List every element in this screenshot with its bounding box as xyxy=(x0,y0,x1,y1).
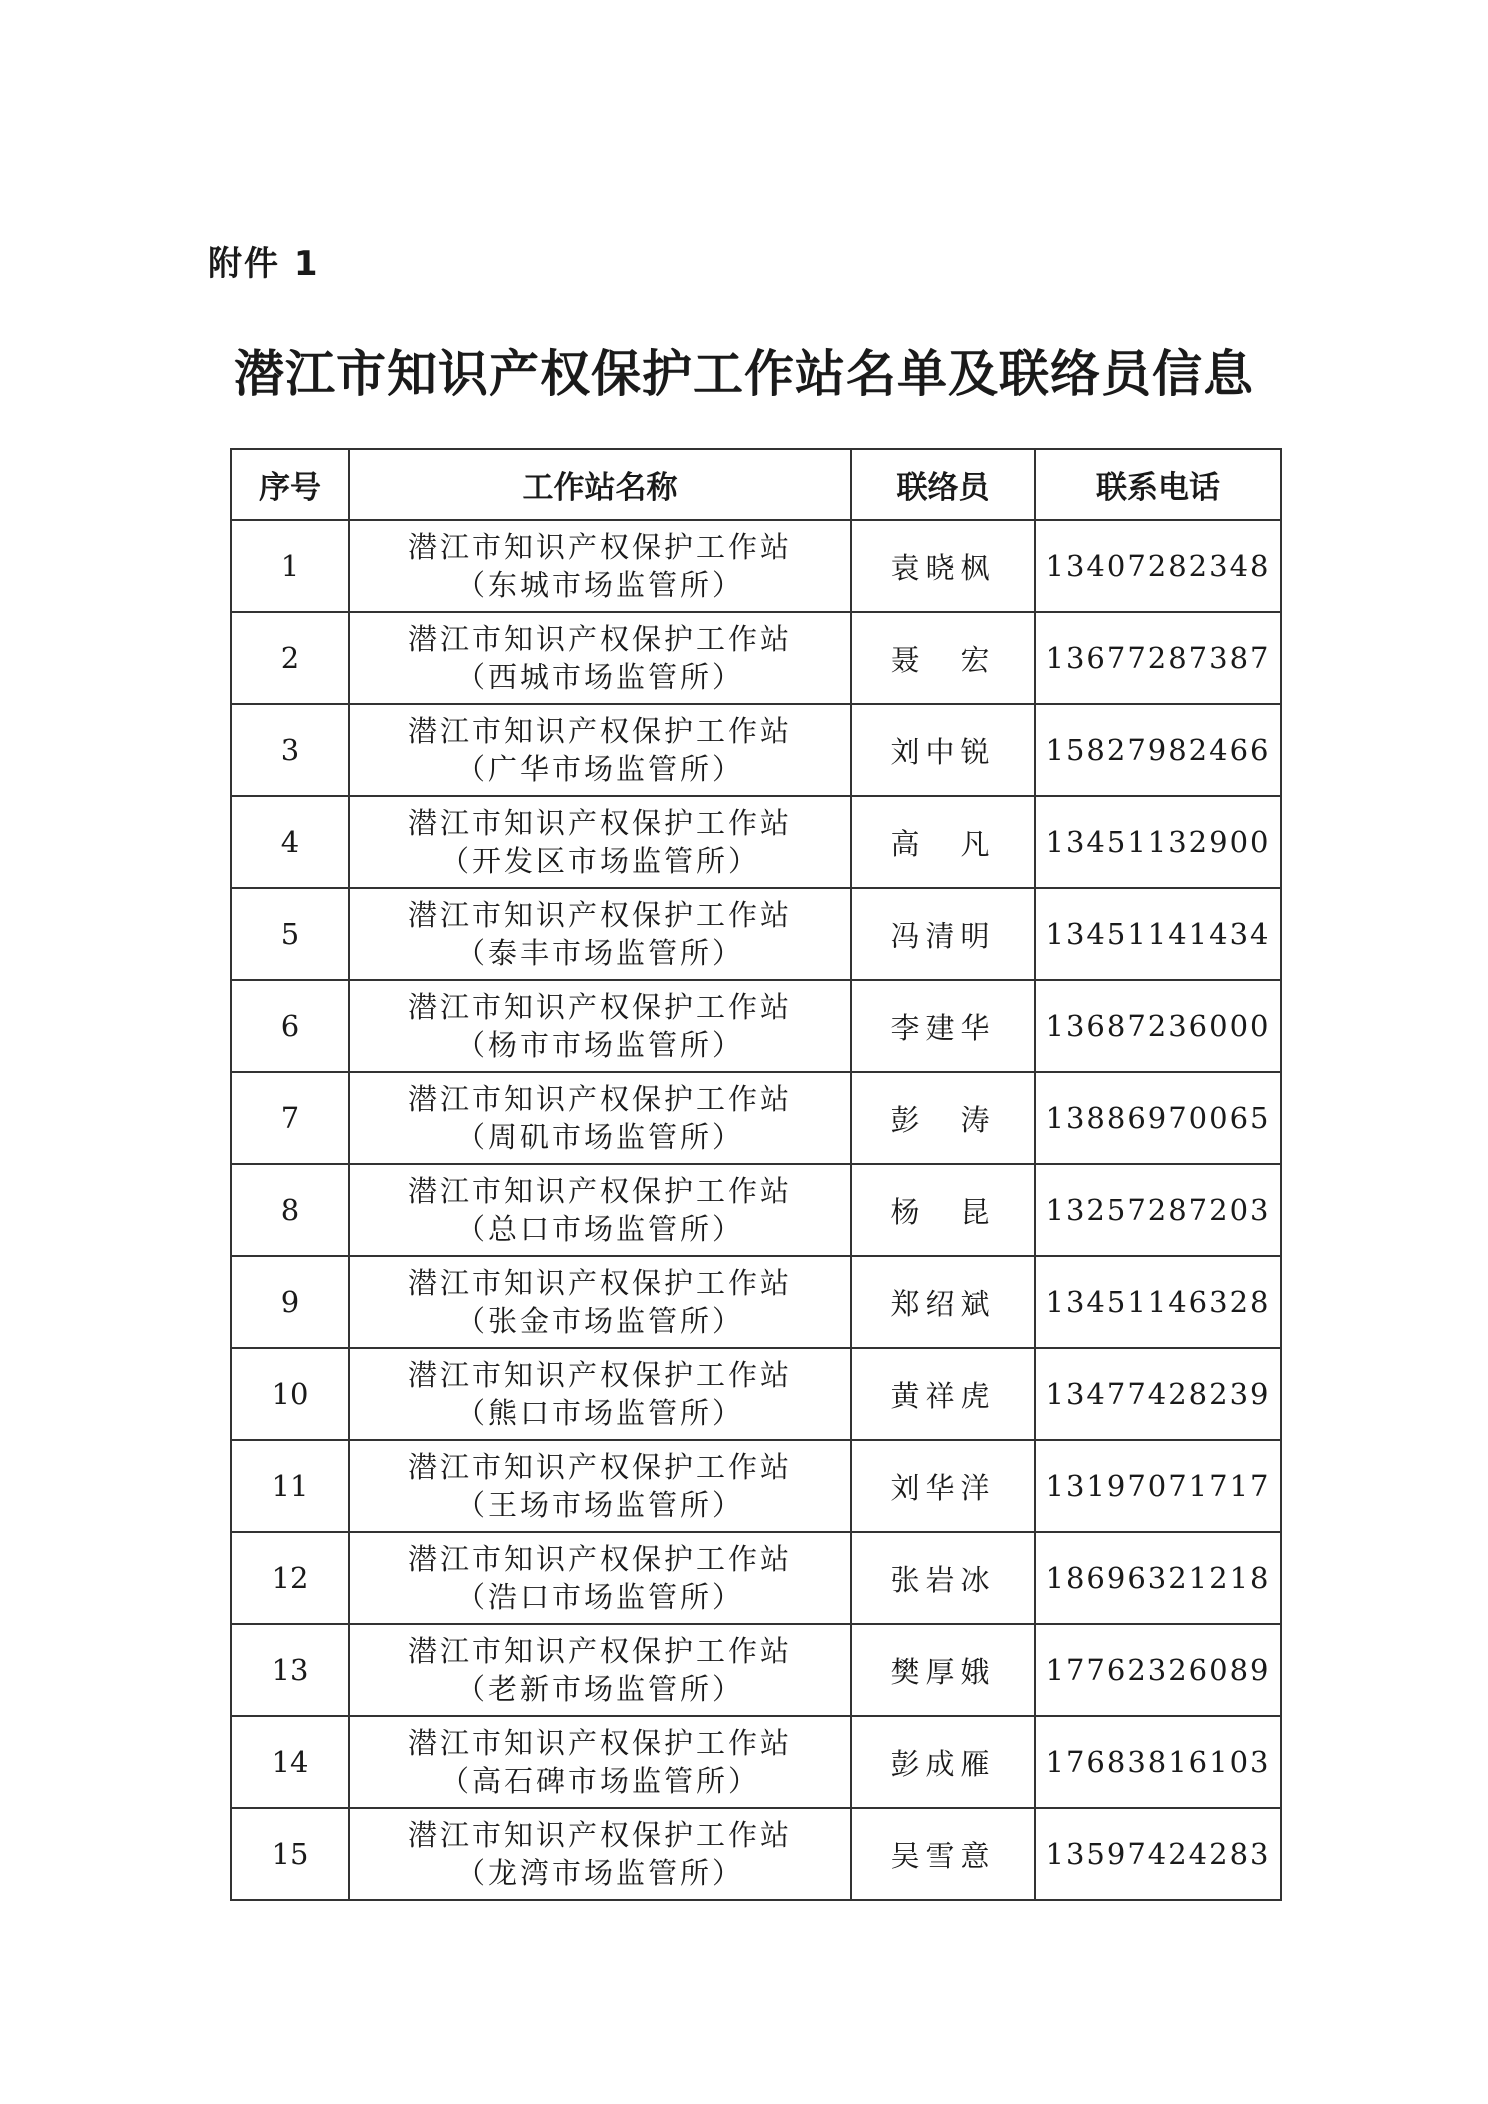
contact-phone: 18696321218 xyxy=(1035,1532,1281,1624)
row-number: 2 xyxy=(231,612,349,704)
contact-phone: 13451146328 xyxy=(1035,1256,1281,1348)
contact-person: 黄祥虎 xyxy=(851,1348,1035,1440)
station-office: （广华市场监管所） xyxy=(455,752,744,786)
station-name: 潜江市知识产权保护工作站 xyxy=(407,1358,792,1392)
station-name-cell xyxy=(349,1072,851,1164)
row-number: 8 xyxy=(231,1164,349,1256)
station-office: （浩口市场监管所） xyxy=(455,1580,744,1614)
station-name: 潜江市知识产权保护工作站 xyxy=(407,530,792,564)
table-row xyxy=(231,1164,1281,1256)
station-office: （总口市场监管所） xyxy=(455,1212,744,1246)
header-no: 序号 xyxy=(231,449,349,520)
attachment-label: 附件 1 xyxy=(208,244,320,284)
station-name-cell xyxy=(349,1716,851,1808)
station-name: 潜江市知识产权保护工作站 xyxy=(407,1082,792,1116)
table-body xyxy=(231,520,1281,1900)
contact-phone: 13477428239 xyxy=(1035,1348,1281,1440)
table-row xyxy=(231,1440,1281,1532)
header-contact: 联络员 xyxy=(851,449,1035,520)
table-row xyxy=(231,704,1281,796)
station-name: 潜江市知识产权保护工作站 xyxy=(407,1450,792,1484)
table-row xyxy=(231,1256,1281,1348)
contact-person: 吴雪意 xyxy=(851,1808,1035,1900)
contact-person: 彭成雁 xyxy=(851,1716,1035,1808)
contact-person: 李建华 xyxy=(851,980,1035,1072)
header-station: 工作站名称 xyxy=(349,449,851,520)
row-number: 12 xyxy=(231,1532,349,1624)
row-number: 10 xyxy=(231,1348,349,1440)
station-name-cell xyxy=(349,1256,851,1348)
table-row xyxy=(231,980,1281,1072)
document-title: 潜江市知识产权保护工作站名单及联络员信息 xyxy=(234,344,1254,403)
contact-phone: 13886970065 xyxy=(1035,1072,1281,1164)
station-name-cell xyxy=(349,1532,851,1624)
station-name-cell xyxy=(349,980,851,1072)
station-office: （杨市市场监管所） xyxy=(455,1028,744,1062)
station-name-cell xyxy=(349,1348,851,1440)
table-row xyxy=(231,888,1281,980)
row-number: 1 xyxy=(231,520,349,612)
row-number: 11 xyxy=(231,1440,349,1532)
contact-person: 冯清明 xyxy=(851,888,1035,980)
station-name-cell xyxy=(349,796,851,888)
station-name-cell xyxy=(349,888,851,980)
contact-phone: 13677287387 xyxy=(1035,612,1281,704)
station-office: （开发区市场监管所） xyxy=(439,844,760,878)
row-number: 4 xyxy=(231,796,349,888)
station-name-cell xyxy=(349,1808,851,1900)
row-number: 9 xyxy=(231,1256,349,1348)
contact-phone: 17762326089 xyxy=(1035,1624,1281,1716)
station-name: 潜江市知识产权保护工作站 xyxy=(407,1542,792,1576)
contact-phone: 17683816103 xyxy=(1035,1716,1281,1808)
station-office: （王场市场监管所） xyxy=(455,1488,744,1522)
contact-phone: 13451132900 xyxy=(1035,796,1281,888)
contact-person: 袁晓枫 xyxy=(851,520,1035,612)
table-row xyxy=(231,1624,1281,1716)
station-office: （高石碑市场监管所） xyxy=(439,1764,760,1798)
contact-phone: 13197071717 xyxy=(1035,1440,1281,1532)
row-number: 13 xyxy=(231,1624,349,1716)
row-number: 7 xyxy=(231,1072,349,1164)
contact-person: 杨 昆 xyxy=(851,1164,1035,1256)
table-row xyxy=(231,1072,1281,1164)
contact-person: 郑绍斌 xyxy=(851,1256,1035,1348)
station-office: （西城市场监管所） xyxy=(455,660,744,694)
table-row xyxy=(231,796,1281,888)
station-office: （熊口市场监管所） xyxy=(455,1396,744,1430)
station-office: （东城市场监管所） xyxy=(455,568,744,602)
station-name-cell xyxy=(349,1624,851,1716)
station-office: （老新市场监管所） xyxy=(455,1672,744,1706)
station-name: 潜江市知识产权保护工作站 xyxy=(407,1818,792,1852)
station-name-cell xyxy=(349,1440,851,1532)
station-office: （张金市场监管所） xyxy=(455,1304,744,1338)
contact-person: 聂 宏 xyxy=(851,612,1035,704)
station-name-cell xyxy=(349,704,851,796)
station-office: （泰丰市场监管所） xyxy=(455,936,744,970)
station-name: 潜江市知识产权保护工作站 xyxy=(407,990,792,1024)
station-name: 潜江市知识产权保护工作站 xyxy=(407,1726,792,1760)
station-office: （龙湾市场监管所） xyxy=(455,1856,744,1890)
contact-person: 刘华洋 xyxy=(851,1440,1035,1532)
contact-phone: 13407282348 xyxy=(1035,520,1281,612)
contact-person: 张岩冰 xyxy=(851,1532,1035,1624)
contact-phone: 13597424283 xyxy=(1035,1808,1281,1900)
contact-phone: 13451141434 xyxy=(1035,888,1281,980)
table-row xyxy=(231,612,1281,704)
row-number: 14 xyxy=(231,1716,349,1808)
station-name: 潜江市知识产权保护工作站 xyxy=(407,1266,792,1300)
contact-phone: 13687236000 xyxy=(1035,980,1281,1072)
station-name: 潜江市知识产权保护工作站 xyxy=(407,622,792,656)
contact-person: 彭 涛 xyxy=(851,1072,1035,1164)
contact-person: 樊厚娥 xyxy=(851,1624,1035,1716)
table-row xyxy=(231,1348,1281,1440)
station-name: 潜江市知识产权保护工作站 xyxy=(407,1634,792,1668)
contact-person: 高 凡 xyxy=(851,796,1035,888)
header-phone: 联系电话 xyxy=(1035,449,1281,520)
station-table xyxy=(230,448,1282,1901)
station-name: 潜江市知识产权保护工作站 xyxy=(407,806,792,840)
table-header-row xyxy=(231,449,1281,520)
station-name-cell xyxy=(349,612,851,704)
station-name-cell xyxy=(349,1164,851,1256)
station-name: 潜江市知识产权保护工作站 xyxy=(407,1174,792,1208)
station-name: 潜江市知识产权保护工作站 xyxy=(407,898,792,932)
station-name: 潜江市知识产权保护工作站 xyxy=(407,714,792,748)
table-row xyxy=(231,1716,1281,1808)
row-number: 5 xyxy=(231,888,349,980)
table-row xyxy=(231,520,1281,612)
station-office: （周矶市场监管所） xyxy=(455,1120,744,1154)
contact-person: 刘中锐 xyxy=(851,704,1035,796)
table-row xyxy=(231,1808,1281,1900)
contact-phone: 13257287203 xyxy=(1035,1164,1281,1256)
row-number: 15 xyxy=(231,1808,349,1900)
row-number: 3 xyxy=(231,704,349,796)
row-number: 6 xyxy=(231,980,349,1072)
contact-phone: 15827982466 xyxy=(1035,704,1281,796)
table-row xyxy=(231,1532,1281,1624)
station-name-cell xyxy=(349,520,851,612)
